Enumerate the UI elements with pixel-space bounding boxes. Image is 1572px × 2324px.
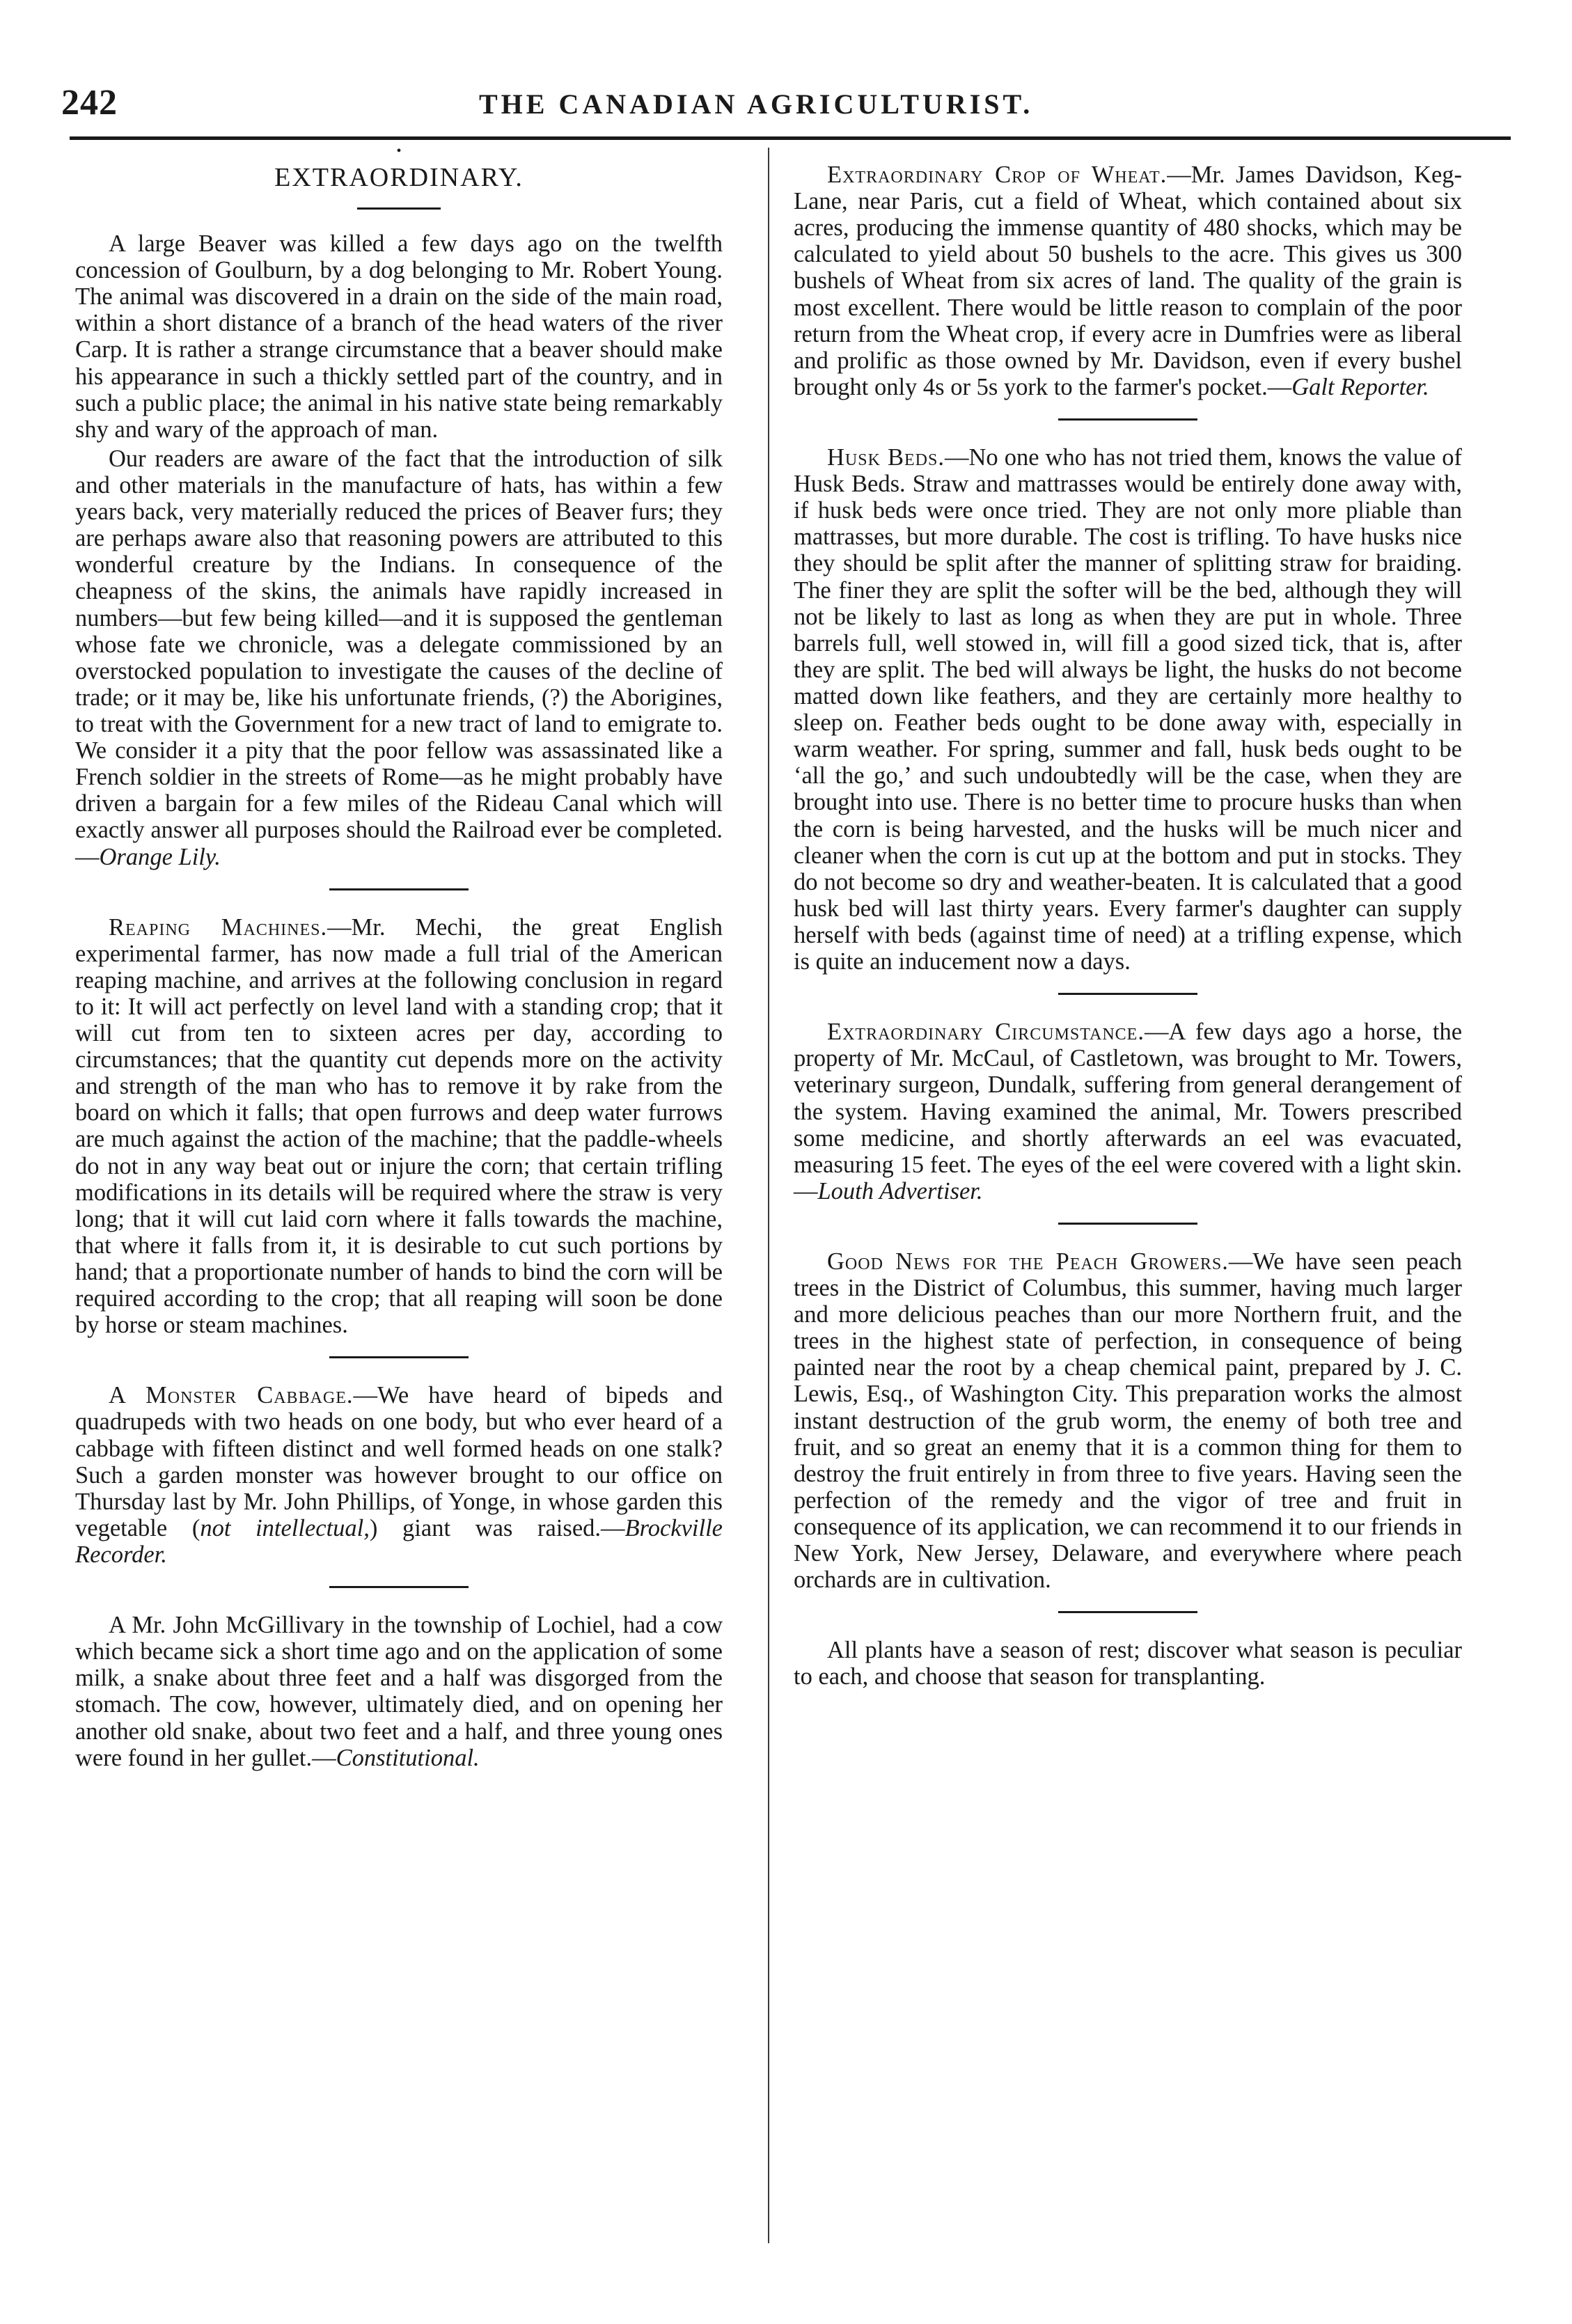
running-head [61, 82, 1516, 131]
paragraph [794, 1019, 1462, 1204]
paragraph-text: —Mr. Mechi, the great English experimental farmer, has now made a full trial of the American reaping machine, and arrives at the following conclusion in regard to it: It will act perfectly on level land with a standing crop; that it will cut from ten to sixteen acres per day, according to circumstances; that the quantity cut depends more on the activity and strength of the man who has to remove it by rake from the board on which it falls; that open furrows and deep water furrows are much against the action of the machine; that the paddle-wheels do not in any way beat out or injure the corn; that certain trifling modifications in its details will be required where the straw is very long; that it will cut laid corn where it falls towards the machine, that where it falls from it, it is desirable to cut such portions by hand; that a proportionate number of hands to bind the corn will be required according to the crop; that all reaping will soon be done by horse or steam machines. [75, 913, 723, 1339]
article-husk-beds [794, 444, 1462, 975]
article-title: EXTRAORDINARY. [274, 163, 524, 192]
article-lead: Good News for the Peach Growers. [827, 1248, 1229, 1275]
left-column [75, 143, 723, 1771]
article-cow-snake [75, 1612, 723, 1771]
column-divider [768, 148, 769, 2243]
paragraph [75, 446, 723, 870]
source-credit: Constitutional. [336, 1744, 480, 1771]
article-reaping-machines [75, 914, 723, 1339]
paragraph [75, 1382, 723, 1568]
section-rule [1058, 993, 1197, 995]
paragraph: A large Beaver was killed a few days ago on the twelfth concession of Goulburn, by a dog belonging to Mr. Robert Young. The animal was discovered in a drain on the side of the main road, within a short distance of a branch of the head waters of the river Carp. It is rather a strange circumstance that a beaver should make his appearance in such a thickly settled part of the country, and in such a public place; the animal in his native state being remarkably shy and wary of the approach of man. [75, 230, 723, 443]
section-rule [1058, 1223, 1197, 1225]
article-plants-rest [794, 1637, 1462, 1690]
article-crop-of-wheat [794, 162, 1462, 400]
paragraph [794, 162, 1462, 400]
article-peach-growers [794, 1248, 1462, 1593]
article-lead: Reaping Machines. [109, 913, 328, 941]
article-lead: Extraordinary Circumstance. [827, 1019, 1145, 1046]
source-credit: Galt Reporter. [1291, 373, 1429, 400]
article-lead: Husk Beds. [827, 443, 945, 471]
paragraph: All plants have a season of rest; discover what season is peculiar to each, and choose that season for transplanting. [794, 1637, 1462, 1690]
paragraph-text: —A few days ago a horse, the property of Mr. McCaul, of Castletown, was brought to Mr. Towers, veterinary surgeon, Dundalk, suffering from general derangement of the system. Having examined the animal, Mr. Towers prescribed some medicine, and shortly afterwards an eel was evacuated, measuring 15 feet. The eyes of the eel were covered with a light skin.— [794, 1019, 1463, 1204]
article-monster-cabbage [75, 1382, 723, 1568]
source-credit: Orange Lily. [99, 843, 221, 870]
section-rule [1058, 1611, 1197, 1613]
paragraph-text: A Mr. John McGillivary in the township of Lochiel, had a cow which became sick a short time ago and on the application of some milk, a snake about three feet and a half was disgorged from the stomach. The cow, however, ultimately died, and on opening her another old snake, about two feet and a half, and three young ones were found in her gullet.— [75, 1612, 723, 1771]
right-column [794, 157, 1462, 1690]
source-credit: Brockville Recorder. [75, 1514, 723, 1569]
paragraph-text: —No one who has not tried them, knows the value of Husk Beds. Straw and mattrasses would be entirely done away with, if husk beds were once tried. They are not only more pliable than mattrasses, but more durable. The cost is trifling. To have husks nice they should be split after the manner of splitting straw for braiding. The finer they are split the softer will be the bed, although they will not be likely to last as long as when they are put in whole. Three barrels full, well stowed in, will fill a good sized tick, that is, after they are split. The bed will always be light, the husks do not become matted down like feathers, and they are certainly more healthy to sleep on. Feather beds ought to be done away with, especially in warm weather. For spring, summer and fall, husk beds ought to be ‘all the go,’ and such undoubtedly will be the case, when they are brought into use. There is no better time to procure husks than when the corn is being harvested, and the husks will be much nicer and cleaner when the corn is cut up at the bottom and put in stocks. They do not become so dry and weather-beaten. It is calculated that a good husk bed will last thirty years. Every farmer's daughter can supply herself with beds (against time of need) at a trifling expense, which is quite an inducement now a days. [794, 443, 1462, 975]
paragraph [75, 914, 723, 1339]
title-ornament-dot: • [396, 143, 402, 159]
paragraph-text: —We have seen peach trees in the District of Columbus, this summer, having much larger and more delicious peaches than our more Northern fruit, and the trees in the highest state of perfection, in consequence of being painted near the root by a cheap chemical paint, prepared by J. C. Lewis, Esq., of Washington City. This preparation works the almost instant destruction of the grub worm, the enemy of both tree and fruit, and so great an enemy that it is a common thing for them to destroy the fruit entirely in from three to five years. Having seen the perfection of the remedy and the vigor of tree and fruit in consequence of its application, we can recommend it to our friends in New York, New Jersey, Delaware, and everywhere where peach orchards are in cultivation. [794, 1248, 1462, 1594]
article-extraordinary-circumstance [794, 1019, 1462, 1204]
section-rule [329, 888, 469, 890]
source-credit: Louth Advertiser. [817, 1177, 983, 1204]
section-rule [1058, 418, 1197, 421]
article-extraordinary-beaver [75, 143, 723, 870]
section-rule [329, 1586, 469, 1588]
title-rule [357, 207, 441, 210]
journal-title: THE CANADIAN AGRICULTURIST. [479, 88, 1034, 120]
section-rule [329, 1356, 469, 1358]
page-number: 242 [61, 83, 118, 123]
paragraph [75, 1612, 723, 1771]
paragraph [794, 444, 1462, 975]
paragraph-text: ) giant was raised.— [369, 1514, 625, 1541]
paragraph-text: —Mr. James Davidson, Keg-Lane, near Paris, cut a field of Wheat, which contained about six acres, producing the immense quantity of 480 shocks, which may be calculated to yield about 50 bushels to the acre. This gives us 300 bushels of Wheat from six acres of land. The quality of the grain is most excellent. There would be little reason to complain of the poor return from the Wheat crop, if every acre in Dumfries were as liberal and prolific as those owned by Mr. Davidson, even if every bushel brought only 4s or 5s york to the farmer's pocket.— [794, 162, 1462, 400]
paragraph [794, 1248, 1462, 1593]
paragraph-text: —We have heard of bipeds and quadrupeds with two heads on one body, but who ever heard of a cabbage with fifteen distinct and well formed heads on one stalk? Such a garden monster was however brought to our office on Thursday last by Mr. John Phillips, of Yonge, in whose garden this vegetable ( [75, 1382, 723, 1541]
article-lead: Extraordinary Crop of Wheat. [827, 162, 1168, 188]
paragraph-text: Our readers are aware of the fact that the introduction of silk and other materials in the manufacture of hats, has within a few years back, very materially reduced the prices of Beaver furs; they are perhaps aware also that reasoning powers are attributed to this wonderful creature by the Indians. In consequence of the cheapness of the skins, the animals have rapidly increased in numbers—but few being killed—and it is supposed the gentleman whose fate we chronicle, was a delegate commissioned by an overstocked population to investigate the causes of the decline of trade; or it may be, like his unfortunate friends, (?) the Aborigines, to treat with the Government for a new tract of land to emigrate to. We consider it a pity that the poor fellow was assassinated like a French soldier in the streets of Rome—as he might probably have driven a bargain for a few miles of the Rideau Canal which will exactly answer all purposes should the Railroad ever be completed.— [75, 445, 723, 870]
header-rule [70, 136, 1511, 140]
article-lead: A Monster Cabbage. [109, 1382, 354, 1409]
italic-aside: not intellectual, [200, 1514, 370, 1541]
